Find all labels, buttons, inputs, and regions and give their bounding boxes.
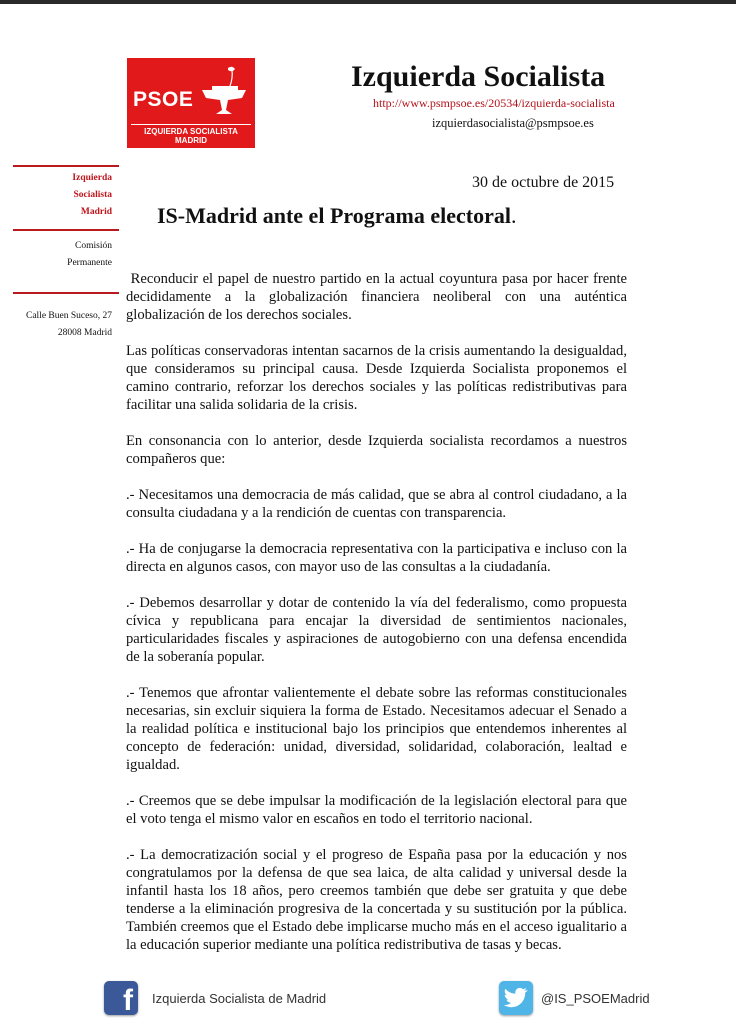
twitter-icon[interactable] [499, 981, 533, 1015]
sidebar-commission [67, 238, 112, 272]
psoe-logo [127, 58, 255, 148]
logo-subtitle-line2: MADRID [175, 136, 207, 145]
sidebar-commission-line: Comisión [75, 241, 112, 251]
sidebar-group-line: Madrid [80, 207, 112, 217]
sidebar-group-line: Socialista [73, 190, 112, 200]
body-paragraph: .- Tenemos que afrontar valientemente el debate sobre las reformas constitucionales necesarias, sin excluir siquiera la forma de Estado. Necesitamos adecuar el Senado a la realidad política e institucional bajo los principios que entendemos inherentes al concepto de federación: unidad, diversidad, solidaridad, colaboración, lealtad e igualdad. [126, 685, 627, 773]
body-paragraph: .- Necesitamos una democracia de más calidad, que se abra al control ciudadano, a la consulta ciudadana y a la rendición de cuentas con transparencia. [126, 487, 627, 521]
body-paragraph: .- Debemos desarrollar y dotar de contenido la vía del federalismo, como propuesta cívica y republicana para encajar la diversidad de sentimientos nacionales, particularidades fiscales y aspiraciones de autogobierno con una defensa encendida de la soberanía popular. [126, 595, 627, 665]
facebook-icon[interactable]: f [104, 981, 138, 1015]
logo-divider [131, 124, 251, 125]
top-border [0, 0, 736, 4]
sidebar-commission-line: Permanente [67, 258, 112, 268]
fist-and-rose-icon [198, 64, 252, 120]
facebook-link[interactable] [104, 981, 326, 1015]
document-title-text: IS-Madrid ante el Programa electoral [157, 203, 511, 228]
document-title-period: . [510, 203, 517, 228]
logo-subtitle-line1: IZQUIERDA SOCIALISTA [144, 127, 238, 136]
sidebar-group-name [72, 170, 112, 221]
sidebar-group-line: Izquierda [72, 173, 112, 183]
organization-url[interactable]: http://www.psmpsoe.es/20534/izquierda-socialista [373, 96, 615, 110]
sidebar-divider-top [13, 165, 119, 167]
sidebar-address-line: 28008 Madrid [57, 328, 112, 338]
facebook-label[interactable]: Izquierda Socialista de Madrid [152, 990, 327, 1006]
twitter-link[interactable] [499, 981, 650, 1015]
logo-name: PSOE [133, 88, 194, 111]
body-paragraph: .- La democratización social y el progreso de España pasa por la educación y nos congratulamos por la defensa de que sea laica, de alta calidad y universal desde la infantil hasta los 18 años, pero creemos también que debe ser gratuita y que debe tenderse a la eliminación progresiva de la concertada y su sustitución por la pública. También creemos que el Estado debe implicarse mucho más en el acceso igualitario a la educación superior mediante una política redistributiva de tasas y becas. [126, 847, 627, 953]
organization-title: Izquierda Socialista [351, 60, 606, 93]
document-title [157, 203, 516, 229]
organization-email[interactable]: izquierdasocialista@psmpsoe.es [432, 116, 594, 130]
body-paragraph: Reconducir el papel de nuestro partido en la actual coyuntura pasa por hacer frente decididamente a la globalización financiera neoliberal con una auténtica globalización de los derechos sociales. [126, 271, 631, 323]
sidebar-divider-bottom [13, 292, 119, 294]
body-paragraph: .- Ha de conjugarse la democracia representativa con la participativa e incluso con la directa en algunos casos, con mayor uso de las consultas a la ciudadanía. [126, 541, 627, 575]
body-paragraph: .- Creemos que se debe impulsar la modificación de la legislación electoral para que el voto tenga el mismo valor en escaños en todo el territorio nacional. [126, 793, 627, 827]
sidebar-address-line: Calle Buen Suceso, 27 [25, 311, 112, 321]
body-paragraph: En consonancia con lo anterior, desde Izquierda socialista recordamos a nuestros compañeros que: [126, 433, 627, 467]
body-paragraph: Las políticas conservadoras intentan sacarnos de la crisis aumentando la desigualdad, que consideramos su principal causa. Desde Izquierda Socialista proponemos el camino contrario, reforzar los derechos sociales y las políticas redistributivas para facilitar una salida solidaria de la crisis. [126, 343, 627, 413]
document-date: 30 de octubre de 2015 [472, 174, 615, 191]
logo-subtitle [127, 127, 255, 145]
sidebar-address [26, 308, 112, 342]
sidebar-divider-middle [13, 229, 119, 231]
document-body [126, 270, 631, 972]
twitter-label[interactable]: @IS_PSOEMadrid [541, 990, 650, 1006]
